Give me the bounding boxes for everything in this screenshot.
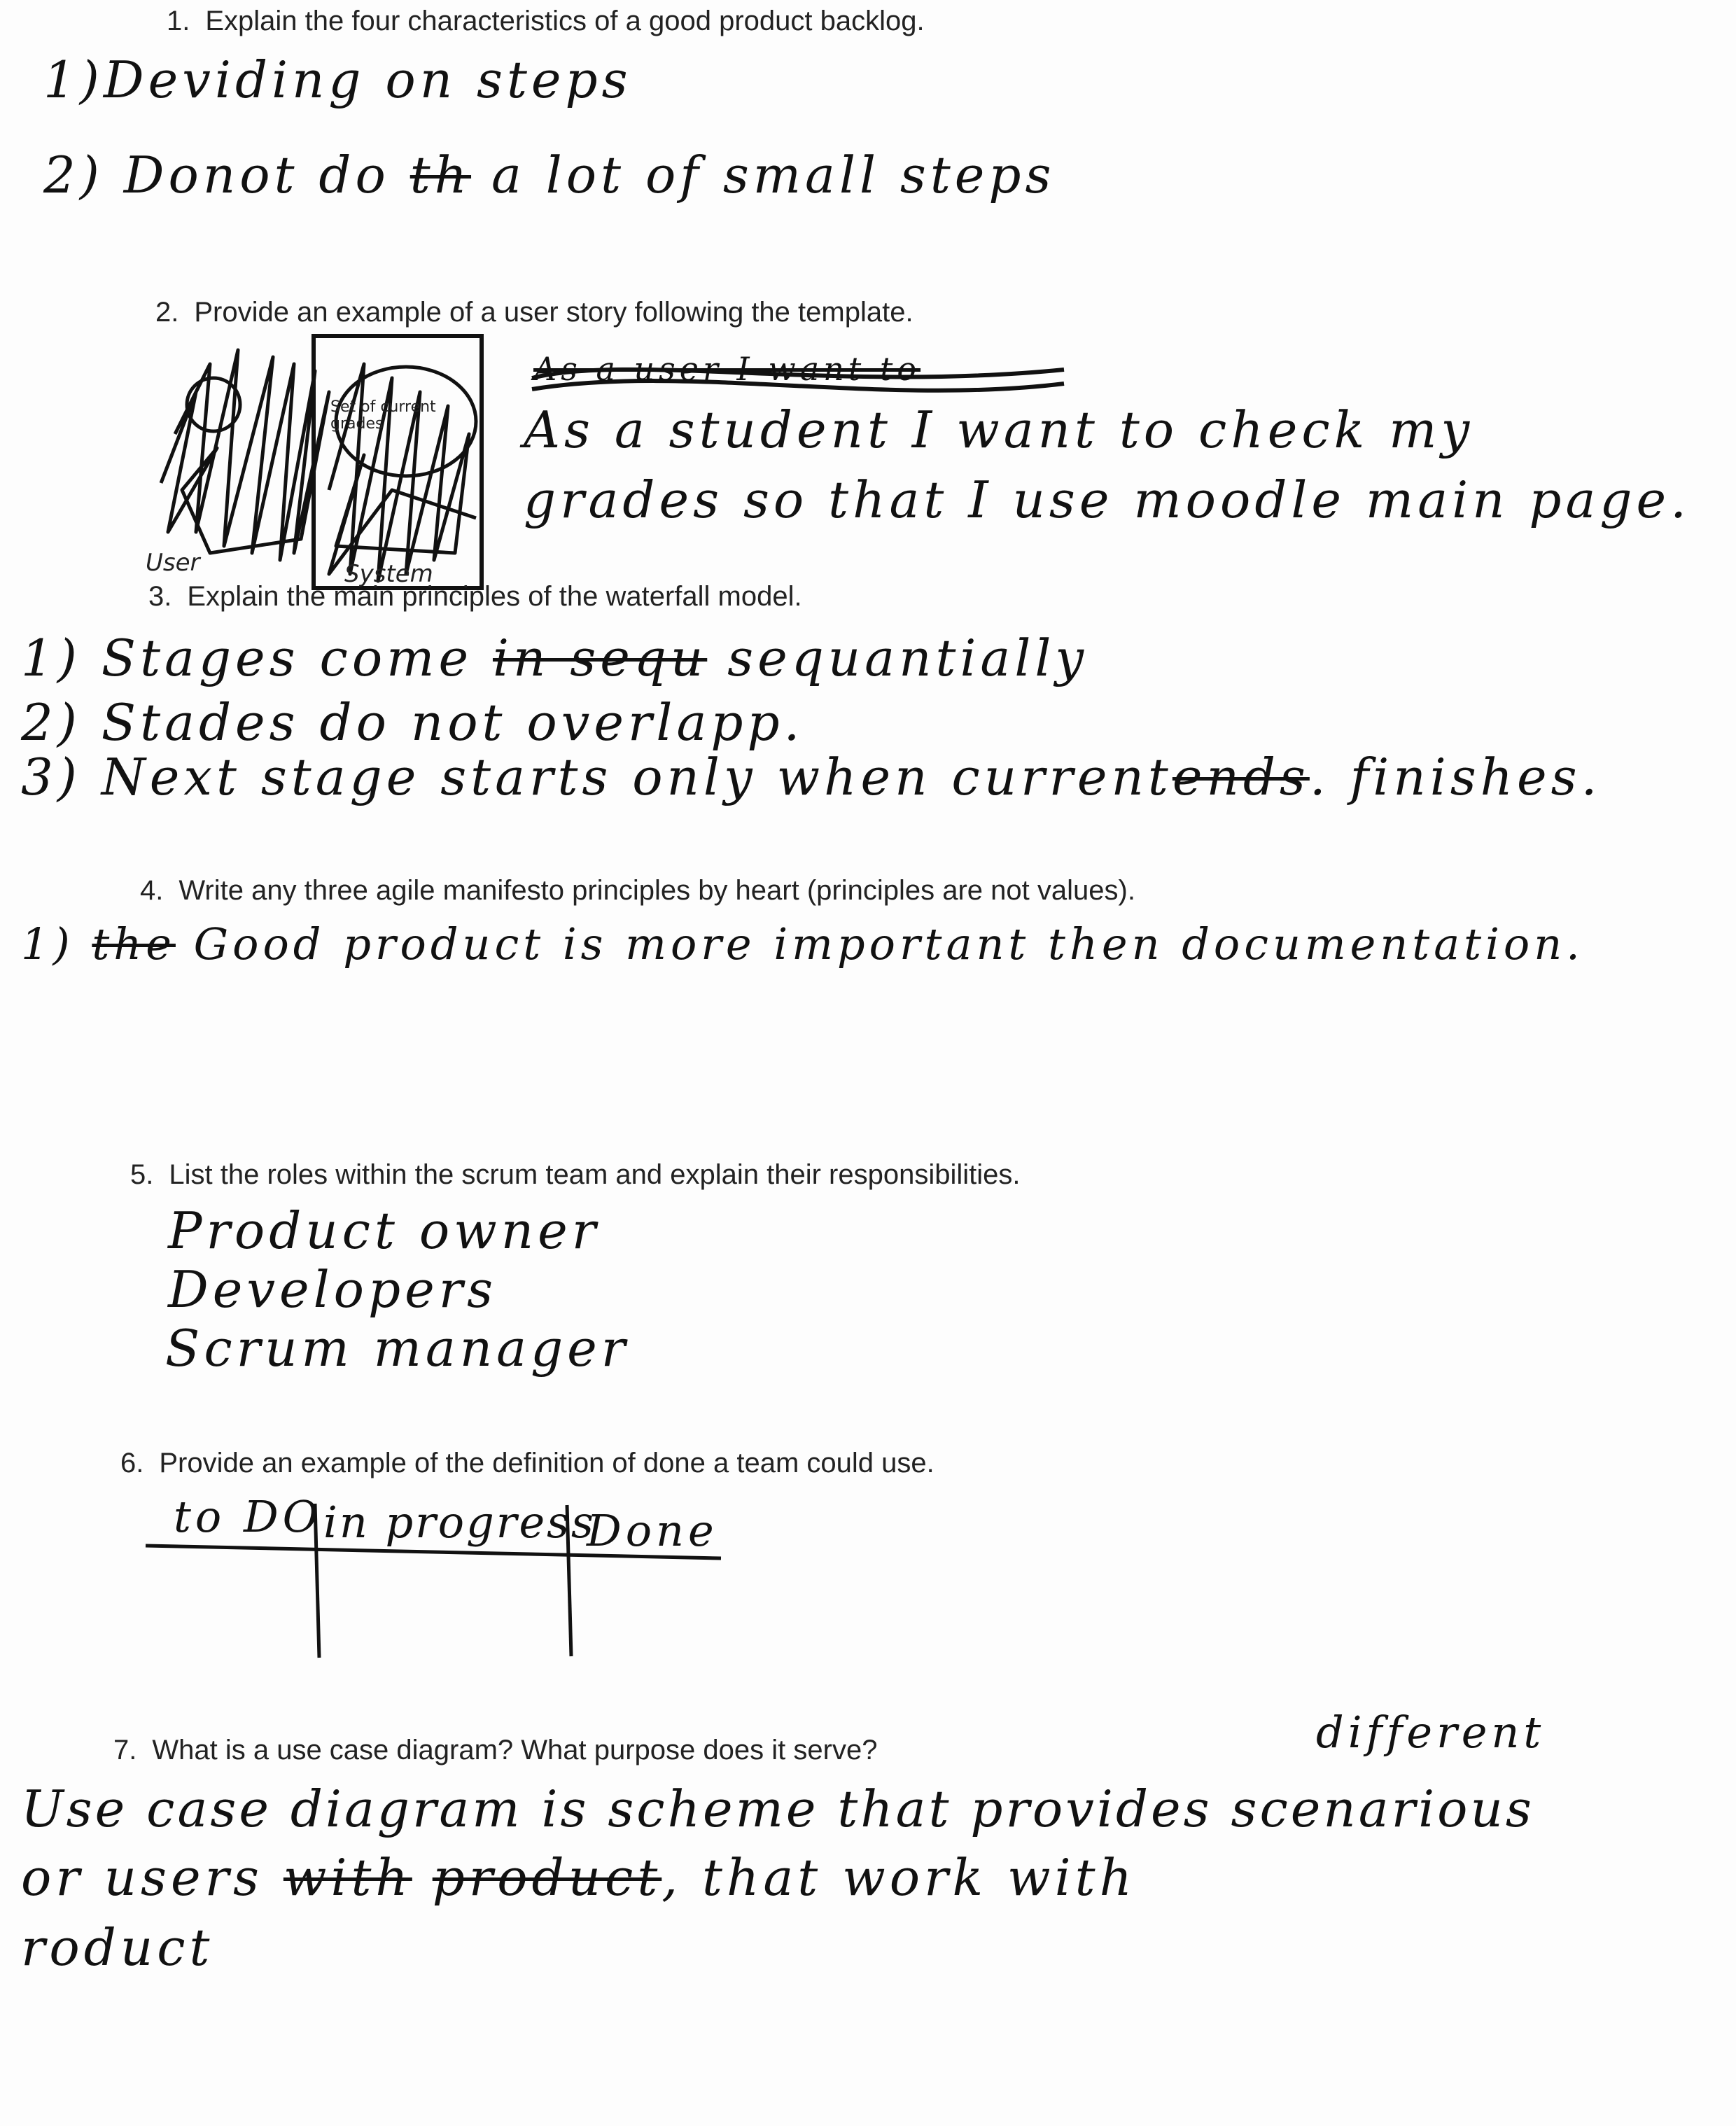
board-column-todo: to DO [174, 1491, 323, 1542]
question-text: Provide an example of a user story following the template. [194, 297, 913, 328]
answer-1-line-2-start: 2) Donot do [43, 146, 390, 204]
answer-1-line-1: 1)Deviding on steps [43, 50, 632, 109]
answer-4-prefix: 1) [21, 918, 74, 970]
question-number: 6. [120, 1448, 144, 1478]
answer-2-line-2: grades so that I use moodle main page. [524, 470, 1691, 529]
answer-3-line-3-end: . finishes. [1309, 748, 1602, 806]
answer-3-line-3-start: 3) Next stage starts only when current [21, 748, 1172, 806]
answer-3-line-1-start: 1) Stages come [21, 629, 473, 687]
answer-7-struck-1: with [283, 1848, 412, 1907]
question-7 [113, 1735, 877, 1766]
question-text: Explain the four characteristics of a good product backlog. [205, 6, 925, 36]
answer-4-struck: the [92, 918, 176, 970]
question-number: 7. [113, 1735, 137, 1765]
answer-3-line-2: 2) Stades do not overlapp. [21, 693, 804, 752]
answer-2-line-1: As a student I want to check my [524, 400, 1474, 459]
answer-3-line-3-struck: ends [1172, 748, 1310, 806]
question-text: List the roles within the scrum team and explain their responsibilities. [169, 1159, 1021, 1190]
answer-5-role-2: Developers [168, 1260, 498, 1319]
answer-7-line-1: Use case diagram is scheme that provides scenarious [21, 1779, 1534, 1838]
answer-3-line-1-struck: in sequ [492, 629, 708, 687]
answer-5-role-3: Scrum manager [165, 1319, 630, 1378]
answer-1-line-2-rest: a lot of small steps [491, 146, 1056, 204]
question-text: Provide an example of the definition of done a team could use. [159, 1448, 934, 1478]
answer-7-struck-2: product [432, 1848, 662, 1907]
sketch-label-system: System [344, 560, 433, 588]
answer-7-line-2-start: or users [21, 1848, 263, 1907]
sketch-box-label: Set of current grades [330, 398, 436, 433]
answer-3-line-1-end: sequantially [727, 629, 1088, 687]
question-text: What is a use case diagram? What purpose does it serve? [152, 1735, 878, 1765]
question-number: 3. [148, 581, 172, 612]
answer-7-line-3: roduct [21, 1918, 214, 1977]
sketch-label-user: User [146, 549, 200, 577]
answer-1-struck-word: th [410, 146, 472, 204]
answer-7-line-2 [21, 1848, 1136, 1907]
answer-4-text: Good product is more important then documentation. [193, 918, 1584, 970]
answer-5-role-1: Product owner [168, 1201, 601, 1260]
board-column-done: Done [587, 1505, 718, 1556]
question-number: 1. [167, 6, 190, 36]
answer-7-insert: different [1316, 1707, 1546, 1758]
answer-7-line-2-end: , that work with [662, 1848, 1136, 1907]
answer-2-struck-line: As a user I want to [533, 350, 921, 388]
question-text: Explain the main principles of the waterfall model. [187, 581, 802, 612]
question-number: 4. [140, 875, 164, 906]
board-column-in-progress: in progress [323, 1497, 596, 1548]
question-number: 2. [155, 297, 179, 328]
question-text: Write any three agile manifesto principles by heart (principles are not values). [178, 875, 1135, 906]
question-number: 5. [130, 1159, 154, 1190]
